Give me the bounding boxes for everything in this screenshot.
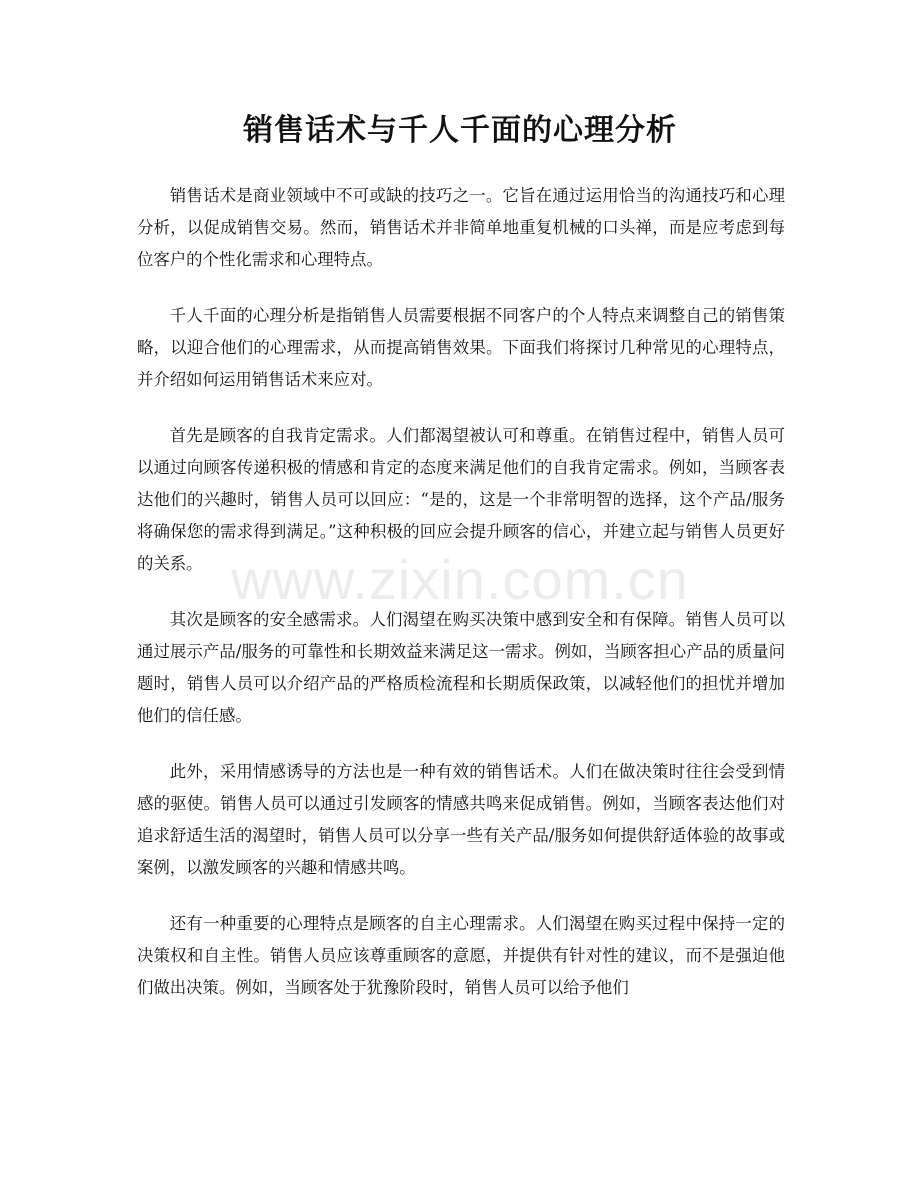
paragraph: 销售话术是商业领域中不可或缺的技巧之一。它旨在通过运用恰当的沟通技巧和心理分析，以促成销售交易。然而，销售话术并非简单地重复机械的口头禅，而是应考虑到每位客户的个性化需求和心理特点。 bbox=[137, 186, 785, 269]
paragraph: 千人千面的心理分析是指销售人员需要根据不同客户的个人特点来调整自己的销售策略，以迎合他们的心理需求，从而提高销售效果。下面我们将探讨几种常见的心理特点，并介绍如何运用销售话术来应对。 bbox=[137, 306, 785, 389]
paragraph: 首先是顾客的自我肯定需求。人们都渴望被认可和尊重。在销售过程中，销售人员可以通过向顾客传递积极的情感和肯定的态度来满足他们的自我肯定需求。例如，当顾客表达他们的兴趣时，销售人员可以回应：“是的，这是一个非常明智的选择，这个产品/服务将确保您的需求得到满足。”这种积极的回应会提升顾客的信心，并建立起与销售人员更好的关系。 bbox=[137, 426, 785, 573]
paragraph: 还有一种重要的心理特点是顾客的自主心理需求。人们渴望在购买过程中保持一定的决策权和自主性。销售人员应该尊重顾客的意愿，并提供有针对性的建议，而不是强迫他们做出决策。例如，当顾客处于犹豫阶段时，销售人员可以给予他们 bbox=[137, 914, 785, 997]
paragraph: 其次是顾客的安全感需求。人们渴望在购买决策中感到安全和有保障。销售人员可以通过展示产品/服务的可靠性和长期效益来满足这一需求。例如，当顾客担心产品的质量问题时，销售人员可以介绍产品的严格质检流程和长期质保政策，以减轻他们的担忧并增加他们的信任感。 bbox=[137, 610, 785, 725]
document-body bbox=[137, 180, 785, 1028]
paragraph: 此外，采用情感诱导的方法也是一种有效的销售话术。人们在做决策时往往会受到情感的驱使。销售人员可以通过引发顾客的情感共鸣来促成销售。例如，当顾客表达他们对追求舒适生活的渴望时，销售人员可以分享一些有关产品/服务如何提供舒适体验的故事或案例，以激发顾客的兴趣和情感共鸣。 bbox=[137, 762, 785, 877]
watermark: www.zixin.com.cn bbox=[231, 548, 689, 611]
document-title: 销售话术与千人千面的心理分析 bbox=[243, 113, 677, 148]
